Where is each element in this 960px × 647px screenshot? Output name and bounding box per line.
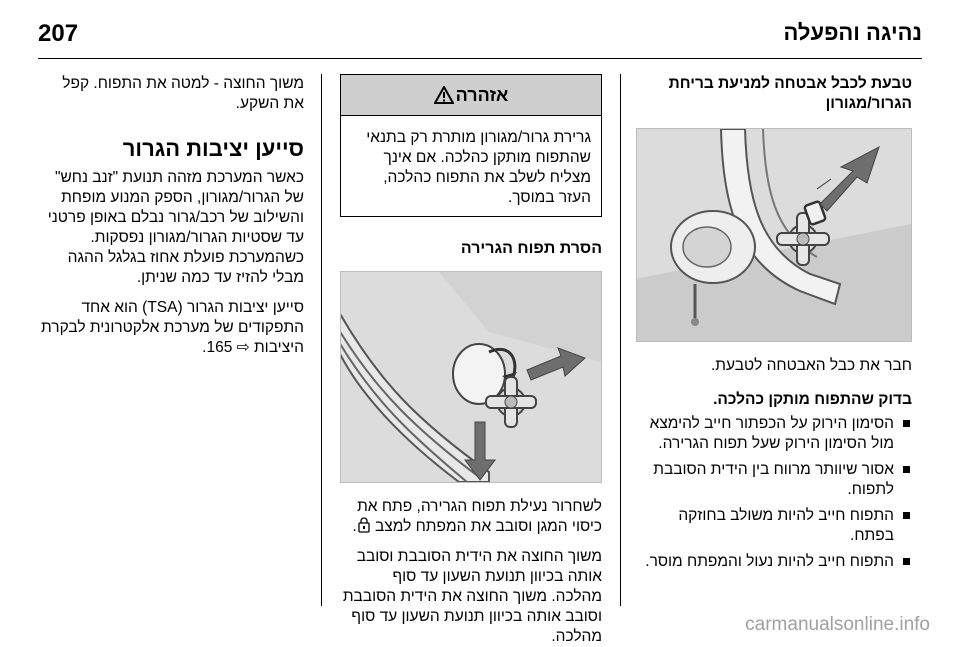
warning-title-bar xyxy=(341,75,601,116)
unlock-instruction: לשחרור נעילת תפוח הגרירה, פתח את כיסוי המגן וסובב את המפתח למצב . xyxy=(352,498,602,535)
list-item: אסור שיוותר מרווח בין הידית הסובבת לתפוח. xyxy=(636,460,912,500)
removal-figure xyxy=(340,271,602,483)
tsa-description: כאשר המערכת מזהה תנועת "זנב נחש" של הגרור/מגורון, הספק המנוע מופחת והשילוב של רכב/גרור נבלם באופן פרטני עד שסטיות הגרור/מגורון נפסקות. כשהמערכת פועלת אחוז בגלגל ההגה מבלי להזיז עד כמה שניתן. xyxy=(47,169,304,286)
key-icon xyxy=(357,517,371,533)
bullet-square-icon xyxy=(903,466,910,473)
page-number: 207 xyxy=(38,20,79,47)
check-heading: בדוק שהתפוח מותקן כהלכה. xyxy=(713,391,912,408)
safety-cable-figure xyxy=(636,128,912,342)
warning-box xyxy=(340,74,602,217)
page-header xyxy=(0,0,960,62)
warning-text: גרירת גרור/מגורון מותרת רק בתנאי שהתפוח מותקן כהלכה. אם אינך מצליח לשלב את התפוח כהלכה, העזר במוסך. xyxy=(366,129,591,206)
warning-triangle-icon xyxy=(434,86,454,104)
tsa-heading: סייען יציבות הגרור xyxy=(122,136,304,161)
list-item: הסימון הירוק על הכפתור חייב להימצא מול הסימון הירוק שעל תפוח הגרירה. xyxy=(636,414,912,454)
tsa-reference: סייען יציבות הגרור (TSA) הוא אחד התפקודים של מערכת אלקטרונית לבקרת היציבות ⇨ 165. xyxy=(41,299,304,356)
column-divider-right xyxy=(620,74,621,606)
header-divider xyxy=(38,58,922,59)
list-item: התפוח חייב להיות נעול והמפתח מוסר. xyxy=(636,552,912,572)
column-divider-left xyxy=(321,74,322,606)
removal-heading: הסרת תפוח הגרירה xyxy=(460,240,602,257)
check-list xyxy=(636,414,912,572)
section-title: נהיגה והפעלה xyxy=(783,20,922,45)
page-reference-arrow-icon: ⇨ xyxy=(236,339,250,356)
tow-ball-removal-illustration xyxy=(340,272,601,482)
rotate-instruction: משוך החוצה את הידית הסובבת וסובב אותה בכיוון תנועת השעון עד סוף מהלכה. משוך החוצה את הידית הסובבת וסובב אותה בכיוון תנועת השעון עד סוף מהלכה. xyxy=(342,548,602,645)
page-reference[interactable]: 165 xyxy=(206,339,233,356)
bullet-square-icon xyxy=(903,512,910,519)
left-column xyxy=(38,74,304,358)
list-item: התפוח חייב להיות משולב בחוזקה בפתח. xyxy=(636,506,912,546)
safety-cable-heading: טבעת לכבל אבטחה למניעת בריחת הגרור/מגורון xyxy=(668,75,912,112)
fold-instruction: משוך החוצה - למטה את התפוח. קפל את השקע. xyxy=(62,75,304,112)
warning-title: אזהרה xyxy=(455,84,509,105)
bullet-square-icon xyxy=(903,420,910,427)
bullet-square-icon xyxy=(903,558,910,565)
watermark: carmanualsonline.info xyxy=(745,614,930,635)
middle-column xyxy=(340,74,602,647)
tow-bar-illustration xyxy=(636,129,911,341)
right-column xyxy=(636,74,912,578)
figure-caption: חבר את כבל האבטחה לטבעת. xyxy=(710,357,912,374)
